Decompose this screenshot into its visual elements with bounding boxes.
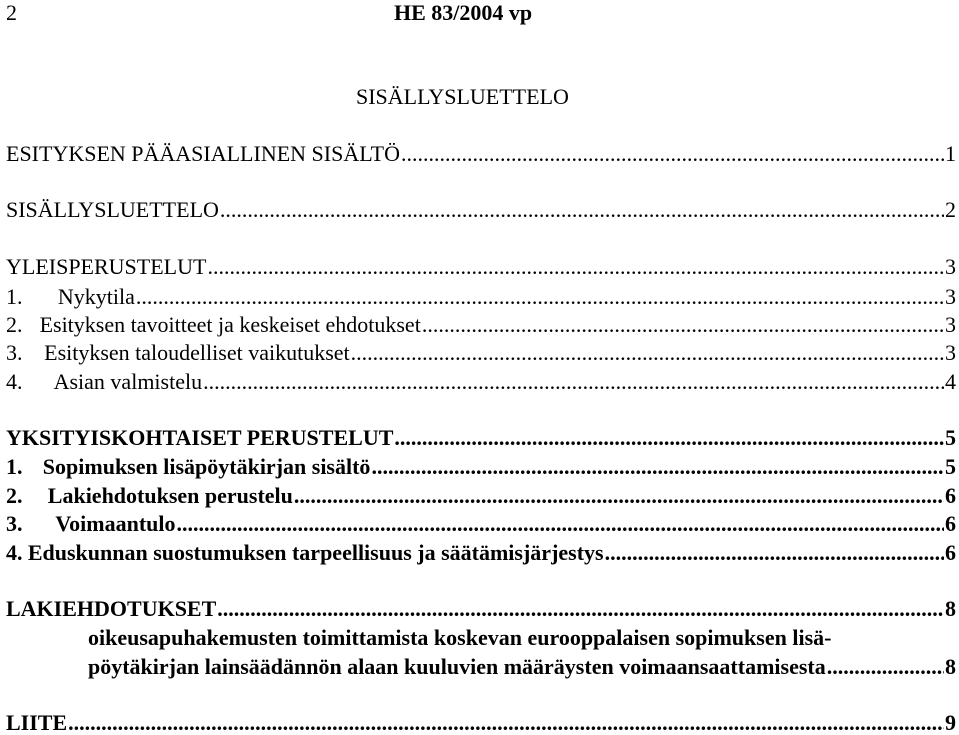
toc-entry[interactable] xyxy=(6,342,956,364)
toc-leader-dots xyxy=(394,427,944,449)
toc-entry-number: 2. xyxy=(6,312,23,337)
toc-entry-page: 5 xyxy=(945,454,956,479)
toc-entry-text-continuation[interactable]: oikeusapuhakemusten toimittamista koskevan eurooppalaisen sopimuksen lisä- xyxy=(88,625,832,650)
toc-entry-text: LAKIEHDOTUKSET xyxy=(6,596,217,621)
toc-entry-page: 8 xyxy=(945,596,956,621)
toc-leader-dots xyxy=(371,456,944,478)
toc-entry[interactable] xyxy=(6,456,956,478)
toc-entry-page: 3 xyxy=(945,312,956,337)
toc-leader-dots xyxy=(827,656,944,678)
toc-entry-text: Voimaantulo xyxy=(55,511,176,536)
document-id: HE 83/2004 vp xyxy=(394,0,533,25)
toc-leader-dots xyxy=(217,598,944,620)
toc-leader-dots xyxy=(177,513,944,535)
toc-entry-text: Esityksen taloudelliset vaikutukset xyxy=(44,340,350,365)
toc-entry[interactable] xyxy=(6,314,956,336)
toc-entry-text: Lakiehdotuksen perustelu xyxy=(47,483,293,508)
toc-entry[interactable] xyxy=(6,513,956,535)
toc-title: SISÄLLYSLUETTELO xyxy=(356,84,569,109)
toc-leader-dots xyxy=(136,286,944,308)
toc-leader-dots xyxy=(351,342,944,364)
toc-entry[interactable] xyxy=(6,485,956,507)
toc-entry[interactable] xyxy=(6,427,956,449)
toc-entry-text: Sopimuksen lisäpöytäkirjan sisältö xyxy=(42,454,371,479)
toc-entry-page: 2 xyxy=(945,197,956,222)
toc-entry-number: 1. xyxy=(6,454,23,479)
toc-entry-page: 9 xyxy=(945,710,956,735)
toc-leader-dots xyxy=(220,199,944,221)
toc-entry-page: 6 xyxy=(945,511,956,536)
toc-entry-page: 1 xyxy=(945,141,956,166)
toc-leader-dots xyxy=(401,143,944,165)
toc-entry-number: 4. xyxy=(6,540,23,565)
toc-entry-text: SISÄLLYSLUETTELO xyxy=(6,197,219,222)
toc-entry[interactable] xyxy=(6,199,956,221)
toc-entry[interactable] xyxy=(6,256,956,278)
toc-entry-number: 1. xyxy=(6,284,23,309)
toc-entry-page: 3 xyxy=(945,284,956,309)
toc-leader-dots xyxy=(207,256,944,278)
toc-entry-page: 3 xyxy=(945,340,956,365)
toc-entry[interactable] xyxy=(6,143,956,165)
toc-entry-text: Eduskunnan suostumuksen tarpeellisuus ja säätämisjärjestys xyxy=(27,540,604,565)
toc-entry-number: 3. xyxy=(6,340,23,365)
toc-entry-text: YLEISPERUSTELUT xyxy=(6,254,207,279)
toc-leader-dots xyxy=(294,485,944,507)
toc-entry-page: 6 xyxy=(945,540,956,565)
toc-entry[interactable] xyxy=(6,712,956,734)
toc-entry[interactable] xyxy=(6,286,956,308)
toc-entry-text: Esityksen tavoitteet ja keskeiset ehdotukset xyxy=(39,312,421,337)
toc-entry-text: LIITE xyxy=(6,710,68,735)
toc-entry-number: 3. xyxy=(6,511,23,536)
toc-entry-number: 4. xyxy=(6,369,23,394)
toc-entry-text: pöytäkirjan lainsäädännön alaan kuuluvien määräysten voimaansaattamisesta xyxy=(88,654,826,679)
toc-entry[interactable] xyxy=(6,371,956,393)
toc-entry-page: 4 xyxy=(945,369,956,394)
toc-entry-page: 6 xyxy=(945,483,956,508)
toc-leader-dots xyxy=(68,712,944,734)
toc-leader-dots xyxy=(422,314,944,336)
toc-entry-text: Nykytila xyxy=(57,284,135,309)
toc-entry-text: Asian valmistelu xyxy=(53,369,203,394)
toc-leader-dots xyxy=(605,542,944,564)
toc-leader-dots xyxy=(203,371,944,393)
toc-entry-page: 3 xyxy=(945,254,956,279)
toc-entry-text: YKSITYISKOHTAISET PERUSTELUT xyxy=(6,425,394,450)
toc-entry[interactable] xyxy=(88,656,956,678)
toc-entry-text: ESITYKSEN PÄÄASIALLINEN SISÄLTÖ xyxy=(6,141,400,166)
toc-entry-page: 8 xyxy=(945,654,956,679)
page-number: 2 xyxy=(6,0,17,25)
toc-entry[interactable] xyxy=(6,542,956,564)
toc-entry-page: 5 xyxy=(945,425,956,450)
toc-entry[interactable] xyxy=(6,598,956,620)
toc-entry-number: 2. xyxy=(6,483,23,508)
